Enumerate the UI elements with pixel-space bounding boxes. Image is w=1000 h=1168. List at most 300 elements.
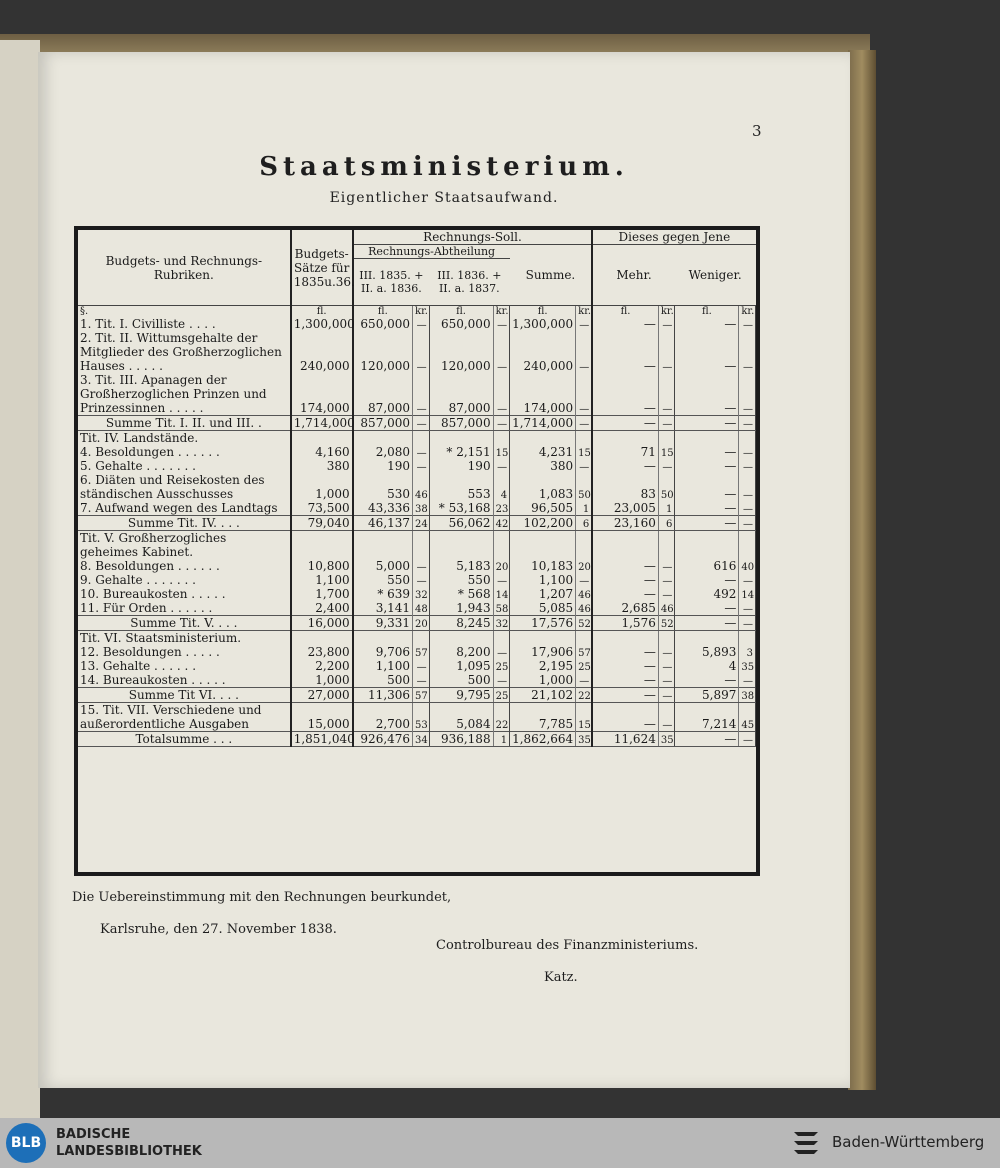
mehr-kr-cell: — (658, 587, 675, 601)
mehr-kr-cell: — (658, 659, 675, 673)
unit-fl: fl. (620, 306, 631, 317)
soll-1836-fl-cell (429, 631, 493, 646)
soll-1836-kr-cell: 1 (493, 732, 510, 747)
mehr-fl-cell: 2,685 (621, 601, 656, 615)
mehr-fl-cell: — (643, 359, 656, 373)
soll-1835-kr-cell: — (413, 331, 430, 373)
footer-office: Controlbureau des Finanzministeriums. (436, 938, 699, 953)
summe-fl-cell: 10,183 (531, 559, 574, 573)
soll-1836-fl-cell: 120,000 (440, 359, 491, 373)
rubric-cell: Tit. VI. Staatsministerium. (78, 631, 291, 646)
soll-1836-fl-cell: 87,000 (448, 401, 491, 415)
soll-1835-fl-cell (353, 431, 413, 446)
table-row (78, 703, 756, 732)
summe-kr-cell: 6 (576, 516, 593, 531)
soll-1835-fl-cell (353, 531, 413, 560)
summe-fl-cell: 240,000 (523, 359, 574, 373)
mehr-fl-cell: — (643, 645, 656, 659)
table-row (78, 473, 756, 501)
soll-1836-fl-cell: * 53,168 (438, 501, 491, 515)
left-page-edge (0, 40, 40, 1120)
mehr-fl-cell (592, 431, 658, 446)
header-weniger: Weniger. (675, 245, 756, 306)
soll-1835-fl-cell: 5,000 (375, 559, 411, 573)
header-rechnungs-soll: Rechnungs-Soll. (353, 230, 593, 245)
header-section-mark: §. (78, 306, 291, 318)
table-row (78, 559, 756, 573)
blb-logo-icon[interactable]: BLB (6, 1123, 46, 1163)
page-subtitle: Eigentlicher Staatsaufwand. (329, 190, 559, 206)
mehr-fl-cell: 11,624 (592, 732, 658, 747)
soll-1836-kr-cell: 20 (493, 559, 510, 573)
budget-cell: 1,851,040 (291, 732, 353, 747)
soll-1835-fl-cell: 530 (387, 487, 411, 501)
soll-1836-kr-cell: 22 (493, 703, 510, 732)
mehr-fl-cell: 83 (640, 487, 656, 501)
table-body (78, 317, 756, 747)
weniger-fl-cell (675, 631, 739, 646)
weniger-kr-cell: — (739, 732, 756, 747)
table-row (78, 317, 756, 331)
weniger-kr-cell: 45 (739, 703, 756, 732)
summe-kr-cell: 57 (576, 645, 593, 659)
budget-cell: 10,800 (291, 559, 353, 573)
mehr-kr-cell (658, 631, 675, 646)
mehr-fl-cell: — (643, 401, 656, 415)
rubric-cell: Summe Tit. V. . . . (78, 616, 291, 631)
mehr-fl-cell: — (643, 587, 656, 601)
weniger-kr-cell: — (739, 373, 756, 416)
soll-1836-kr-cell: 58 (493, 601, 510, 616)
mehr-fl-cell: — (643, 559, 656, 573)
weniger-kr-cell: — (739, 459, 756, 473)
weniger-fl-cell: — (724, 601, 737, 615)
soll-1835-kr-cell: 57 (413, 688, 430, 703)
weniger-kr-cell: — (739, 673, 756, 688)
weniger-kr-cell (739, 431, 756, 446)
summe-kr-cell: — (576, 331, 593, 373)
soll-1835-fl-cell: 43,336 (368, 501, 411, 515)
weniger-kr-cell: — (739, 473, 756, 501)
soll-1836-fl-cell: * 568 (457, 587, 491, 601)
soll-1835-fl-cell: 9,706 (375, 645, 411, 659)
soll-1836-fl-cell: 1,943 (456, 601, 491, 615)
soll-1836-fl-cell: 1,095 (456, 659, 491, 673)
library-footer-bar (0, 1118, 1000, 1168)
soll-1835-fl-cell: * 639 (377, 587, 411, 601)
summe-fl-cell (510, 531, 576, 560)
soll-1835-kr-cell: — (413, 445, 430, 459)
mehr-kr-cell: — (658, 331, 675, 373)
soll-1835-fl-cell: 87,000 (368, 401, 411, 415)
document-page (38, 52, 850, 1088)
summe-kr-cell (576, 531, 593, 560)
summe-kr-cell: 15 (576, 703, 593, 732)
budget-cell: 4,160 (291, 445, 353, 459)
summary-row (78, 732, 756, 747)
table-row (78, 645, 756, 659)
rubric-cell: 1. Tit. I. Civilliste . . . . (78, 317, 291, 331)
table-row (78, 431, 756, 446)
blb-name-line2: LANDESBIBLIOTHEK (56, 1144, 202, 1159)
table-row (78, 659, 756, 673)
summe-kr-cell: 52 (576, 616, 593, 631)
soll-1836-kr-cell: 4 (493, 473, 510, 501)
book-right-edge (848, 50, 876, 1090)
soll-1836-fl-cell (429, 531, 493, 560)
budget-cell: 73,500 (291, 501, 353, 516)
budget-cell: 27,000 (291, 688, 353, 703)
weniger-kr-cell: — (739, 416, 756, 431)
mehr-kr-cell: — (658, 703, 675, 732)
mehr-fl-cell: — (643, 673, 656, 687)
summe-fl-cell: 5,085 (538, 601, 574, 615)
soll-1835-kr-cell (413, 631, 430, 646)
soll-1835-kr-cell: — (413, 559, 430, 573)
header-rechnungs-abtheilung: Rechnungs-Abtheilung (353, 245, 510, 259)
summe-kr-cell: 20 (576, 559, 593, 573)
summe-kr-cell (576, 631, 593, 646)
rubric-cell: Tit. V. Großherzogliches geheimes Kabinet. (78, 531, 291, 560)
bw-name[interactable]: Baden-Württemberg (832, 1133, 985, 1151)
summe-kr-cell: 35 (576, 732, 593, 747)
weniger-kr-cell: 35 (739, 659, 756, 673)
budget-cell (291, 631, 353, 646)
weniger-kr-cell: — (739, 317, 756, 331)
footer-signature-name: Katz. (544, 970, 578, 985)
weniger-kr-cell: — (739, 616, 756, 631)
mehr-fl-cell: 23,160 (592, 516, 658, 531)
summe-fl-cell: 1,000 (538, 673, 574, 687)
unit-fl: fl. (701, 306, 712, 317)
soll-1836-fl-cell: 857,000 (429, 416, 493, 431)
weniger-kr-cell: 14 (739, 587, 756, 601)
weniger-kr-cell: 3 (739, 645, 756, 659)
weniger-fl-cell: — (724, 401, 737, 415)
table-row (78, 573, 756, 587)
soll-1835-fl-cell: 120,000 (360, 359, 411, 373)
baden-wuerttemberg-lions-icon (790, 1126, 822, 1160)
mehr-kr-cell (658, 531, 675, 560)
soll-1835-fl-cell: 2,700 (375, 717, 411, 731)
budget-cell: 15,000 (291, 703, 353, 732)
mehr-kr-cell: 35 (658, 732, 675, 747)
rubric-cell: Totalsumme . . . (78, 732, 291, 747)
weniger-kr-cell (739, 631, 756, 646)
rubric-cell: 3. Tit. III. Apanagen der Großherzoglichen Prinzen und Prinzessinnen . . . . . (78, 373, 291, 416)
rubric-cell: 2. Tit. II. Wittumsgehalte der Mitglieder des Großherzoglichen Hauses . . . . . (78, 331, 291, 373)
soll-1836-kr-cell (493, 531, 510, 560)
mehr-kr-cell (658, 431, 675, 446)
summe-kr-cell: — (576, 673, 593, 688)
summe-fl-cell: 1,714,000 (510, 416, 576, 431)
mehr-kr-cell: — (658, 573, 675, 587)
soll-1836-kr-cell: 15 (493, 445, 510, 459)
soll-1836-kr-cell: — (493, 459, 510, 473)
budget-cell: 240,000 (291, 331, 353, 373)
budget-cell: 174,000 (291, 373, 353, 416)
summe-fl-cell: 102,200 (510, 516, 576, 531)
soll-1835-kr-cell: 20 (413, 616, 430, 631)
table-row (78, 445, 756, 459)
header-summe: Summe. (510, 245, 593, 306)
blb-name[interactable] (56, 1126, 202, 1160)
summe-kr-cell (576, 431, 593, 446)
soll-1835-fl-cell: 11,306 (353, 688, 413, 703)
weniger-kr-cell: — (739, 445, 756, 459)
summe-kr-cell: 46 (576, 601, 593, 616)
summe-fl-cell: 17,906 (531, 645, 574, 659)
soll-1835-kr-cell: 46 (413, 473, 430, 501)
weniger-fl-cell (675, 431, 739, 446)
soll-1835-fl-cell: 9,331 (353, 616, 413, 631)
soll-1835-kr-cell: — (413, 317, 430, 331)
rubric-cell: Tit. IV. Landstände. (78, 431, 291, 446)
budget-cell (291, 531, 353, 560)
mehr-kr-cell: 15 (658, 445, 675, 459)
soll-1836-kr-cell: — (493, 416, 510, 431)
soll-1836-fl-cell: 550 (467, 573, 491, 587)
unit-kr: kr. (739, 306, 756, 318)
summe-kr-cell: — (576, 373, 593, 416)
soll-1836-kr-cell: — (493, 373, 510, 416)
weniger-fl-cell: — (724, 445, 737, 459)
mehr-fl-cell: 23,005 (613, 501, 656, 515)
mehr-kr-cell: — (658, 673, 675, 688)
mehr-kr-cell: — (658, 373, 675, 416)
footer-certification: Die Uebereinstimmung mit den Rechnungen beurkundet, (72, 890, 452, 905)
soll-1836-fl-cell: 190 (467, 459, 491, 473)
table-row (78, 373, 756, 416)
mehr-kr-cell: 52 (658, 616, 675, 631)
summary-row (78, 688, 756, 703)
summe-kr-cell: 22 (576, 688, 593, 703)
summe-fl-cell: 21,102 (510, 688, 576, 703)
header-rubriken: Budgets- und Rechnungs- Rubriken. (78, 230, 291, 306)
soll-1835-kr-cell: — (413, 416, 430, 431)
weniger-kr-cell: — (739, 516, 756, 531)
summe-fl-cell: 17,576 (510, 616, 576, 631)
unit-kr: kr. (493, 306, 510, 318)
header-col-1835: III. 1835. + II. a. 1836. (353, 259, 429, 306)
table-row (78, 631, 756, 646)
soll-1835-kr-cell: — (413, 573, 430, 587)
weniger-fl-cell: — (675, 616, 739, 631)
budget-cell: 1,700 (291, 587, 353, 601)
soll-1836-fl-cell: 5,084 (456, 717, 491, 731)
budget-cell (291, 431, 353, 446)
summary-row (78, 416, 756, 431)
summe-kr-cell: — (576, 317, 593, 331)
unit-fl: fl. (537, 306, 548, 317)
page-title: Staatsministerium. (259, 152, 629, 182)
weniger-fl-cell: — (724, 359, 737, 373)
budget-cell: 1,300,000 (291, 317, 353, 331)
weniger-fl-cell: — (675, 516, 739, 531)
header-dieses-gegen-jene: Dieses gegen Jene (592, 230, 755, 245)
soll-1835-fl-cell: 46,137 (353, 516, 413, 531)
table-row (78, 587, 756, 601)
soll-1836-fl-cell: * 2,151 (446, 445, 491, 459)
soll-1836-kr-cell: 14 (493, 587, 510, 601)
weniger-kr-cell (739, 531, 756, 560)
rubric-cell: 5. Gehalte . . . . . . . (78, 459, 291, 473)
weniger-fl-cell: — (724, 459, 737, 473)
weniger-fl-cell: — (724, 673, 737, 687)
soll-1836-fl-cell: 500 (467, 673, 491, 687)
soll-1836-fl-cell (429, 431, 493, 446)
rubric-cell: 13. Gehalte . . . . . . (78, 659, 291, 673)
mehr-kr-cell: — (658, 688, 675, 703)
weniger-kr-cell: — (739, 501, 756, 516)
summe-fl-cell: 1,100 (538, 573, 574, 587)
mehr-kr-cell: 1 (658, 501, 675, 516)
weniger-kr-cell: — (739, 573, 756, 587)
table-row (78, 501, 756, 516)
rubric-cell: 15. Tit. VII. Verschiedene und außerordentliche Ausgaben (78, 703, 291, 732)
header-col-1836: III. 1836. + II. a. 1837. (429, 259, 510, 306)
budget-cell: 380 (291, 459, 353, 473)
summe-fl-cell: 7,785 (538, 717, 574, 731)
soll-1835-kr-cell: — (413, 673, 430, 688)
rubric-cell: 7. Aufwand wegen des Landtags (78, 501, 291, 516)
soll-1836-fl-cell: 8,200 (456, 645, 491, 659)
rubric-cell: Summe Tit. IV. . . . (78, 516, 291, 531)
soll-1835-fl-cell: 857,000 (353, 416, 413, 431)
summary-row (78, 516, 756, 531)
budget-cell: 1,714,000 (291, 416, 353, 431)
table-row (78, 531, 756, 560)
summe-fl-cell: 2,195 (538, 659, 574, 673)
soll-1836-kr-cell: — (493, 331, 510, 373)
soll-1835-fl-cell (353, 631, 413, 646)
soll-1835-fl-cell: 2,080 (375, 445, 411, 459)
soll-1836-fl-cell: 9,795 (429, 688, 493, 703)
mehr-fl-cell: 71 (640, 445, 656, 459)
summary-row (78, 616, 756, 631)
mehr-fl-cell: — (643, 317, 656, 331)
rubric-cell: 10. Bureaukosten . . . . . (78, 587, 291, 601)
rubric-cell: 4. Besoldungen . . . . . . (78, 445, 291, 459)
rubric-cell: 11. Für Orden . . . . . . (78, 601, 291, 616)
rubric-cell: 12. Besoldungen . . . . . (78, 645, 291, 659)
soll-1836-kr-cell: 42 (493, 516, 510, 531)
table-row (78, 331, 756, 373)
soll-1835-fl-cell: 926,476 (353, 732, 413, 747)
weniger-kr-cell: 40 (739, 559, 756, 573)
summe-fl-cell: 380 (550, 459, 574, 473)
soll-1836-kr-cell: 23 (493, 501, 510, 516)
weniger-fl-cell: — (675, 416, 739, 431)
soll-1835-kr-cell: 24 (413, 516, 430, 531)
soll-1836-kr-cell (493, 631, 510, 646)
summe-kr-cell: — (576, 459, 593, 473)
soll-1836-fl-cell: 5,183 (456, 559, 491, 573)
unit-fl: fl. (377, 306, 388, 317)
weniger-fl-cell: 7,214 (702, 717, 737, 731)
soll-1835-kr-cell (413, 431, 430, 446)
mehr-kr-cell: — (658, 645, 675, 659)
footer-place-date: Karlsruhe, den 27. November 1838. (100, 922, 337, 937)
table-row (78, 673, 756, 688)
mehr-fl-cell: — (643, 659, 656, 673)
summe-kr-cell: 46 (576, 587, 593, 601)
summe-fl-cell: 96,505 (531, 501, 574, 515)
mehr-kr-cell: — (658, 317, 675, 331)
table-row (78, 601, 756, 616)
summe-fl-cell: 4,231 (538, 445, 574, 459)
weniger-kr-cell: 38 (739, 688, 756, 703)
rubric-cell: Summe Tit VI. . . . (78, 688, 291, 703)
mehr-fl-cell: — (643, 717, 656, 731)
header-mehr: Mehr. (592, 245, 675, 306)
unit-kr: kr. (413, 306, 430, 318)
summe-fl-cell: 1,207 (538, 587, 574, 601)
soll-1835-fl-cell: 190 (387, 459, 411, 473)
mehr-fl-cell: — (592, 688, 658, 703)
weniger-fl-cell: 616 (713, 559, 737, 573)
summe-kr-cell: — (576, 416, 593, 431)
budget-cell: 1,000 (291, 473, 353, 501)
soll-1836-kr-cell (493, 431, 510, 446)
weniger-fl-cell: 5,893 (702, 645, 737, 659)
summe-fl-cell: 174,000 (523, 401, 574, 415)
book-top-edge (0, 34, 870, 52)
weniger-fl-cell: — (675, 732, 739, 747)
soll-1835-fl-cell: 500 (387, 673, 411, 687)
summe-kr-cell: 50 (576, 473, 593, 501)
mehr-fl-cell: — (592, 416, 658, 431)
budget-cell: 1,100 (291, 573, 353, 587)
mehr-fl-cell (592, 631, 658, 646)
soll-1835-kr-cell: 48 (413, 601, 430, 616)
weniger-fl-cell: — (724, 317, 737, 331)
weniger-fl-cell: — (724, 573, 737, 587)
soll-1836-fl-cell: 8,245 (429, 616, 493, 631)
summe-kr-cell: — (576, 573, 593, 587)
soll-1836-kr-cell: — (493, 573, 510, 587)
rubric-cell: 8. Besoldungen . . . . . . (78, 559, 291, 573)
mehr-kr-cell: 46 (658, 601, 675, 616)
blb-name-line1: BADISCHE (56, 1127, 131, 1142)
soll-1836-fl-cell: 936,188 (429, 732, 493, 747)
weniger-fl-cell: — (724, 487, 737, 501)
unit-kr: kr. (576, 306, 593, 318)
summe-fl-cell (510, 631, 576, 646)
soll-1835-kr-cell: 57 (413, 645, 430, 659)
mehr-kr-cell: — (658, 416, 675, 431)
soll-1835-fl-cell: 3,141 (375, 601, 411, 615)
mehr-fl-cell: 1,576 (592, 616, 658, 631)
summe-fl-cell: 1,300,000 (512, 317, 574, 331)
mehr-fl-cell: — (643, 459, 656, 473)
header-budgets: Budgets-Sätze für 1835u.36. (291, 230, 353, 306)
page-number: 3 (752, 122, 762, 140)
budget-cell: 23,800 (291, 645, 353, 659)
soll-1836-fl-cell: 650,000 (440, 317, 491, 331)
soll-1836-fl-cell: 553 (467, 487, 491, 501)
budget-cell: 2,400 (291, 601, 353, 616)
unit-fl: fl. (291, 306, 353, 318)
soll-1835-kr-cell (413, 531, 430, 560)
weniger-fl-cell: — (724, 501, 737, 515)
weniger-kr-cell: — (739, 331, 756, 373)
mehr-fl-cell: — (643, 573, 656, 587)
summe-kr-cell: 15 (576, 445, 593, 459)
budget-cell: 2,200 (291, 659, 353, 673)
soll-1836-kr-cell: — (493, 317, 510, 331)
soll-1835-kr-cell: — (413, 659, 430, 673)
